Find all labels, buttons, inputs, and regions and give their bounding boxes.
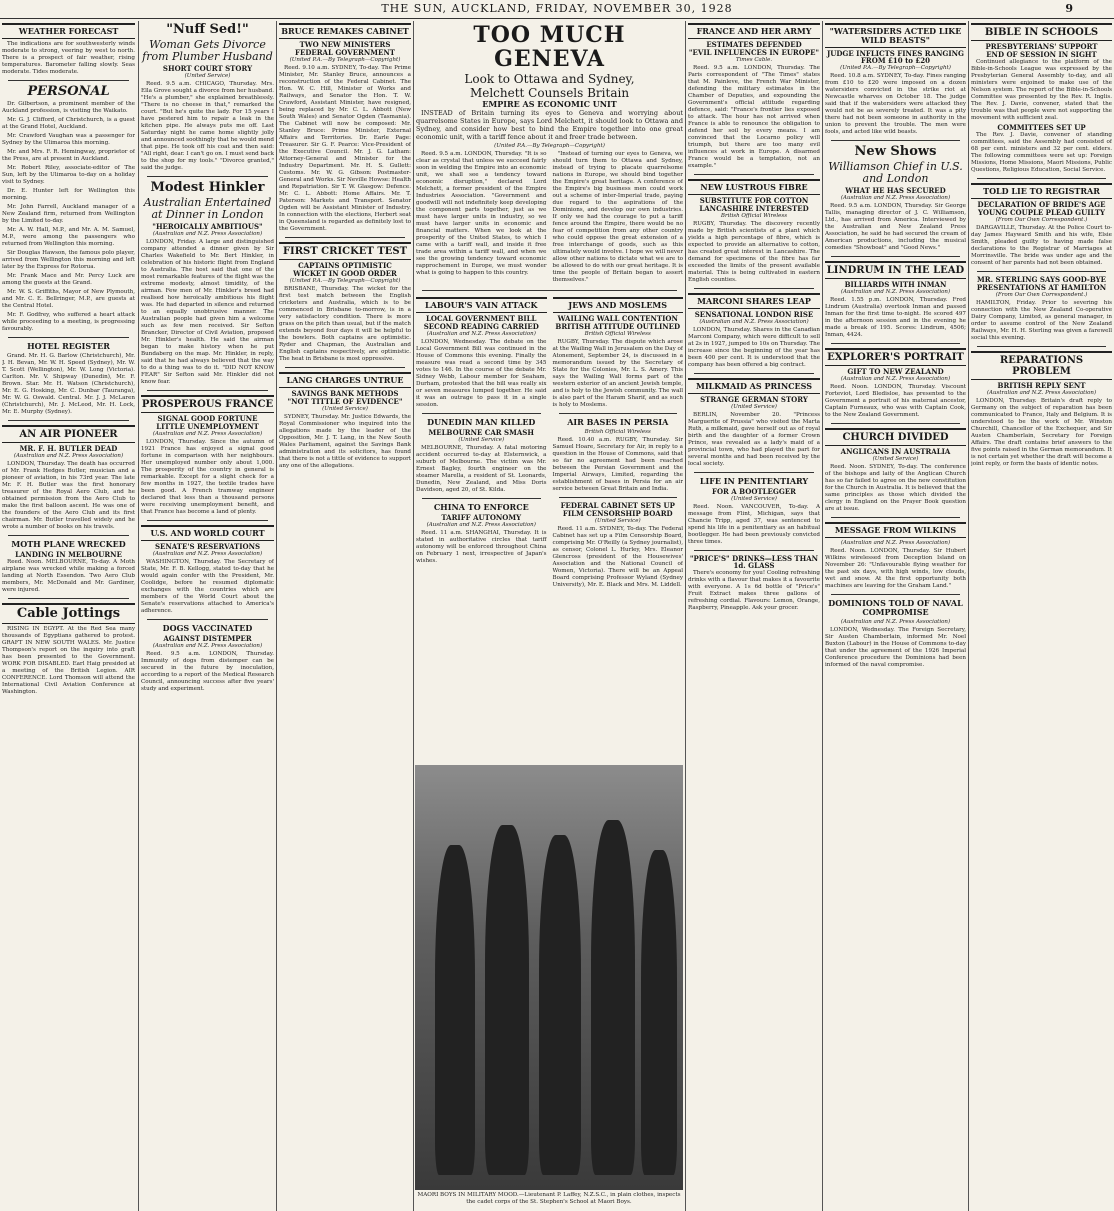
- milkmaid-credit: (United Service): [731, 404, 777, 410]
- registrar-credit: (From Our Own Correspondent.): [995, 217, 1088, 223]
- sterling-credit: (From Our Own Correspondent.): [995, 292, 1088, 298]
- dominions-headline: DOMINIONS TOLD OF NAVAL COMPROMISE: [828, 598, 963, 617]
- column-divider: [685, 21, 686, 1211]
- geneva-credit: (United P.A.—By Telegraph—Copyright): [494, 143, 605, 149]
- labour-subhead: LOCAL GOVERNMENT BILL: [426, 314, 537, 323]
- dogs-text: Reed. 9.5 a.m. LONDON, Thursday. Immunity of dogs from distemper can be secured in the future by inoculation, according to a report of the Medical Research Council, announcing success after five years' study and experiment.: [141, 651, 274, 692]
- personal-item: Mr. A. W. Hall, M.P., and Mr. A. M. Samuel, M.P., were among the passengers who returned from Wellington this morning.: [2, 227, 135, 247]
- fibre-subhead-2: LANCASHIRE INTERESTED: [699, 204, 809, 213]
- lang-subhead-2: "NOT TITTLE OF EVIDENCE": [287, 397, 403, 406]
- geneva-lead: INSTEAD of Britain turning its eyes to Geneva and worrying about quarrelsome States in Europe, says Lord Melchett, it should look to Ottawa and Sydney, and consider how best to bind the Empire together into one great economic unit, with a tariff fence about it and freer trade between.: [416, 109, 683, 141]
- plane-text: Reed. Noon. MELBOURNE, To-day. A Moth airplane was wrecked while making a forced landing at North Essendon. Two Aero Club members, Mr. McDonald and Mr. Gardiner, were injured.: [2, 559, 135, 593]
- geneva-text-1: Reed. 9.5 a.m. LONDON, Thursday. "It is so clear as crystal that unless we succeed fairly soon in welding the Empire into an economic unit, we shall see a tendency toward economic disruption," declared Lord Melchett, a former president of the Empire Industries Association. "Government and goodwill will not indefinitely keep developing the component parts together, just as we must have larger units in industry, so we must have larger units in economic and financial matters. When we look at the prosperity of the United States, to which I came with a tariff wall, and inside it free trade area within a tariff wall, and when we see the growing tendency toward economic rapprochement in Europe, we must wonder what is going to happen to this country.: [416, 151, 547, 276]
- fibre-text: RUGBY, Thursday. The discovery recently made by British scientists of a plant which yields a high percentage of fibre, which is expected to provide an alternative to cotton, has created great interest in Lancashire. The demand for specimens of the fibre has far exceeded the limits of the present available material. This is being cultivated in eastern English counties.: [688, 221, 820, 283]
- censor-credit: (United Service): [594, 518, 641, 524]
- explorer-credit: (Australian and N.Z. Press Association): [840, 376, 951, 382]
- bruce-headline: BRUCE REMAKES CABINET: [279, 23, 411, 39]
- senate-text: WASHINGTON, Thursday. The Secretary of State, Mr. F. B. Kellogg, stated to-day that he would again confer with the President, Mr. Coolidge, before he resumed diplomatic exchanges with the countries which are members of the World Court about the Senate's reservations attached to America's adherence.: [141, 559, 274, 614]
- censor-text: Reed. 11 a.m. SYDNEY, To-day. The Federal Cabinet has set up a Film Censorship Board, comprising Mr. O'Reilly (a Sydney journalist), as censor, Colonel L. Hurley, Mrs. Eleanor Glencross (president of the Housewives' Association and the National Council of Women, Victoria). There will be an Appeal Board comprising Professor Wyland (Sydney University), Mr. E. Black and Mrs. M. Liddell.: [552, 526, 683, 588]
- cricket-subhead-2: WICKET IN GOOD ORDER: [293, 269, 397, 278]
- bible-text: Continued allegiance to the platform of the Bible-in-Schools League was expressed by the Presbyterian General Assembly to-day, and all ministers were enjoined to make use of the Nelson system. The report of the Bible-in-Schools Committee was presented by the Rev. R. Inglis. The Rev. J. Davie, convener, stated that the trouble was that people were not supporting the movement with sufficient zeal.: [971, 59, 1112, 121]
- geneva-headline: TOO MUCH GENEVA: [473, 22, 626, 72]
- labour-subhead-2: SECOND READING CARRIED: [423, 322, 539, 331]
- hinkler-credit: (Australian and N.Z. Press Association): [152, 231, 263, 237]
- lower-left: [416, 295, 547, 591]
- hinkler-subhead: "HEROICALLY AMBITIOUS": [152, 222, 263, 231]
- dunedin-subhead: MELBOURNE CAR SMASH: [428, 428, 534, 437]
- jews-subhead: WAILING WALL CONTENTION: [557, 314, 678, 323]
- church-headline: CHURCH DIVIDED: [825, 428, 966, 446]
- lower-stories: [416, 295, 683, 591]
- geneva-deck-1: Look to Ottawa and Sydney,: [464, 72, 635, 86]
- france-text: LONDON, Thursday. Since the autumn of 1921 France has enjoyed a signal good fortune in comparison with her neighbours. Her unemployed number only about 1,000. The prosperity of the country in general is remarkable. Except for a slight check for a few months in 1927, the textile trades have been good. A French tramway engineer declared that less than a thousand persons were receiving unemployment benefit, and that France has become a land of plenty.: [141, 439, 274, 515]
- army-headline: FRANCE AND HER ARMY: [688, 23, 820, 39]
- france-headline: PROSPEROUS FRANCE: [141, 395, 274, 413]
- reparations-subhead: BRITISH REPLY SENT: [997, 381, 1086, 390]
- france-subhead-2: LITTLE UNEMPLOYMENT: [156, 422, 259, 431]
- army-subhead-2: "EVIL INFLUENCES IN EUROPE": [688, 48, 820, 57]
- personal-item: Dr. Gilbertson, a prominent member of the Auckland profession, is visiting the Waikato.: [2, 101, 135, 114]
- lower-right: [553, 295, 684, 591]
- senate-credit: (Australian and N.Z. Press Association): [152, 551, 263, 557]
- geneva-text-2: "Instead of turning our eyes to Geneva, we should turn them to Ottawa and Sydney, instead of trying to placate quarrelsome nations in Europe, we should bind together the Empire's great heritage. A conference of the Empire's big business men could work out a scheme of inter-Imperial trade, paying due regard to the aspirations of the Dominions, and develop our own industries. If only we had the courage to put a tariff fence around the Empire, there would be no fear of competition from any other country who could oppose the great extension of a free interchange of goods, such as this ultimately would involve. I hope we will never allow other nations to dictate what we are to be allowed to do with our great heritage. It is time the people of Britain began to assert themselves.": [552, 151, 683, 283]
- wilkins-credit: (Australian and N.Z. Press Association): [840, 540, 951, 546]
- personal-item: Mr. John Farrell, Auckland manager of a New Zealand firm, returned from Wellington by the Limited to-day.: [2, 204, 135, 224]
- bruce-subhead: TWO NEW MINISTERS: [299, 40, 391, 49]
- shows-credit: (Australian and N.Z. Press Association): [840, 195, 951, 201]
- fibre-subhead: SUBSTITUTE FOR COTTON: [699, 196, 809, 205]
- dunedin-text: MELBOURNE, Thursday. A fatal motoring accident occurred to-day at Elsternwick, a suburb of Melbourne. The victim was Mr. Ernest Bagley, fourth engineer on the steamer Marella, a resident of St. Leonards, Dunedin, New Zealand, and Miss Doris Davidson, aged 20, of St. Kilda.: [416, 445, 547, 493]
- geneva-subhead: EMPIRE AS ECONOMIC UNIT: [482, 99, 617, 109]
- photo-maori-cadets: [415, 765, 683, 1190]
- price-headline: "PRICE'S" DRINKS—LESS THAN 1d. GLASS: [689, 554, 819, 570]
- personal-item: Sir Douglas Hawson, the famous polo player, arrived from Wellington this morning and left later by the Express for Rotorua.: [2, 250, 135, 270]
- lang-text: SYDNEY, Thursday. Mr. Justice Edwards, the Royal Commissioner who inquired into the allegations made by the leader of the Opposition, Mr. J. T. Lang, in the New South Wales Parliament, against the Savings Bank administration and its solicitors, has found that there is not a tittle of evidence to support any one of the allegations.: [279, 414, 411, 469]
- china-text: Reed. 11 a.m. SHANGHAI, Thursday. It is stated in authoritative circles that tariff autonomy will be enforced throughout China on February 1 next, irrespective of Japan's wishes.: [416, 530, 547, 564]
- column-divider: [138, 21, 139, 1211]
- personal-item: Mr. Crawford Vaughan was a passenger for Sydney by the Ulimaroa this morning.: [2, 133, 135, 146]
- bruce-credit: (United P.A.—By Telegraph—Copyright): [289, 57, 401, 63]
- hinkler-text: LONDON, Friday. A large and distinguished company attended a dinner given by Sir Charles Wakefield to Mr. Bert Hinkler, in celebration of his historic flight from England to Australia. The host said that one of the most remarkable features of the flight was the extreme modesty, almost timidity, of the airman. Few men of Mr. Hinkler's breed had realised how heroically ambitious his flight was. He had departed in silence and returned to an equally unobtrusive manner. The Australian people had given him a welcome such as few men received. Sir Sefton Brancker, Director of Civil Aviation, proposed Mr. Hinkler's health. He said the airman began to make history when he put Bundaberg on the map. Mr. Hinkler, in reply, said that he had always believed that the way to do a thing was to do it. "DID NOT KNOW FEAR" Sir Sefton said Mr. Hinkler did not know fear.: [141, 239, 274, 385]
- registrar-text: DARGAVILLE, Thursday. At the Police Court to-day James Hayward Smith and his wife, Elsie Smith, pleaded guilty to having made false declarations to the Registrar of Marriages at Morrinsville. The bride was under age and the consent of her parents had not been obtained.: [971, 225, 1112, 266]
- reparations-headline: REPARATIONS PROBLEM: [971, 351, 1112, 380]
- church-subhead: ANGLICANS IN AUSTRALIA: [840, 447, 951, 456]
- france-subhead: SIGNAL GOOD FORTUNE: [157, 414, 258, 423]
- sterling-subhead: PRESENTATIONS AT HAMILTON: [976, 283, 1107, 292]
- china-credit: (Australian and N.Z. Press Association): [426, 522, 536, 528]
- dunedin-credit: (United Service): [458, 437, 505, 443]
- air-text: Reed. 10.40 a.m. RUGBY, Thursday. Sir Samuel Hoare, Secretary for Air, in reply to a question in the House of Commons, said that so far no agreement had been reached between the Persian Government and the Imperial Airways, Limited, regarding the establishment of bases in Persia for an air service between Great Britain and India.: [552, 437, 683, 492]
- nuff-deck: Woman Gets Divorce from Plumber Husband: [142, 38, 273, 63]
- personal-item: Mr. G. J. Clifford, of Christchurch, is a guest at the Grand Hotel, Auckland.: [2, 117, 135, 130]
- marconi-headline: MARCONI SHARES LEAP: [688, 293, 820, 309]
- committees-text: The Rev. J. Davie, convener of standing committees, said the Assembly had consisted of 68 per cent. ministers and 32 per cent. elders. The following committees were set up: Foreign Missions, Home Missions, Maori Missions, Public Questions, Religious Education, Social Service.: [971, 132, 1112, 173]
- personal-item: Mr. Robert Riley, associate-editor of The Sun, left by the Ulimaroa to-day on a holiday visit to Sydney.: [2, 165, 135, 185]
- column-divider: [276, 21, 277, 1211]
- column-divider: [413, 21, 414, 1211]
- life-text: Reed. Noon. VANCOUVER, To-day. A message from Flint, Michigan, says that Chancie Tripp, aged 37, was sentenced to spend his life in a penitentiary as an habitual bootlegger. He had been previously convicted three times.: [688, 504, 820, 545]
- army-credit: Times Cable.: [735, 57, 773, 63]
- milkmaid-headline: MILKMAID AS PRINCESS: [688, 378, 820, 394]
- watersiders-headline: "WATERSIDERS ACTED LIKE WILD BEASTS": [825, 23, 966, 48]
- column-divider: [968, 21, 969, 1211]
- nuff-subhead: SHORT COURT STORY: [162, 64, 253, 73]
- pioneer-headline: AN AIR PIONEER: [2, 425, 135, 443]
- bible-subhead-2: END OF SESSION IN SIGHT: [986, 50, 1097, 59]
- column-6: [825, 21, 966, 1209]
- column-4: [416, 21, 683, 761]
- dogs-credit: (Australian and N.Z. Press Association): [152, 643, 263, 649]
- air-headline: AIR BASES IN PERSIA: [567, 417, 669, 427]
- column-2: [141, 21, 274, 1209]
- fibre-credit: British Official Wireless: [720, 213, 788, 219]
- senate-headline: U.S. AND WORLD COURT: [141, 525, 274, 541]
- personal-item: Mr. Frank Mace and Mr. Percy Luck are among the guests at the Grand.: [2, 273, 135, 286]
- personal-item: Mr. and Mrs. F. R. Hemingway, proprietor of the Press, are at present in Auckland.: [2, 149, 135, 162]
- lindrum-headline: LINDRUM IN THE LEAD: [825, 261, 966, 279]
- plane-subhead: LANDING IN MELBOURNE: [15, 550, 122, 559]
- bruce-subhead-2: FEDERAL GOVERNMENT: [295, 48, 395, 57]
- geneva-deck-2: Melchett Counsels Britain: [469, 86, 630, 100]
- censor-subhead: FILM CENSORSHIP BOARD: [562, 509, 673, 518]
- photo-caption: MAORI BOYS IN MILITARY MOOD.—Lieutenant P. Laffey, N.Z.S.C., in plain clothes, inspects the cadet corps of the St. Stephen's School at Maori Boys.: [417, 1192, 681, 1205]
- shows-deck: Williamson Chief in U.S. and London: [828, 160, 963, 185]
- explorer-subhead: GIFT TO NEW ZEALAND: [847, 367, 944, 376]
- labour-headline: LABOUR'S VAIN ATTACK: [416, 297, 547, 313]
- cricket-subhead: CAPTAINS OPTIMISTIC: [298, 261, 392, 270]
- milkmaid-text: BERLIN, November 20. "Princess Marguerite of Prussia" who visited the Marta Ruth, a milkmaid, gave herself out as of royal birth and the daughter of a former Crown Prince, was revealed as a lady's maid of a provincial town, who had played the part for several months and had been received by the local society.: [688, 412, 820, 467]
- sterling-headline: MR. STERLING SAYS GOOD-BYE: [977, 275, 1106, 284]
- army-text: Reed. 9.5 a.m. LONDON, Thursday. The Paris correspondent of "The Times" states that M. Painleve, the French War Minister, defending the military estimates in the Chamber of Deputies, and expounding the Government's official attitude regarding defence, said: "France's frontier lies exposed to attack. The hour has not arrived when France is able to renounce the obligation to defend her soil by every means. I am convinced that the Locarno policy will triumph, but there are too many evil influences at work in Europe. A disarmed France would be a temptation, not an example.": [688, 65, 820, 169]
- dogs-subhead: AGAINST DISTEMPER: [163, 634, 252, 643]
- registrar-subhead-2: YOUNG COUPLE PLEAD GUILTY: [977, 208, 1106, 217]
- lindrum-text: Reed. 1.55 p.m. LONDON, Thursday. Fred Lindrum (Australia) overtook Inman and passed Inman for the first time to-night. He scored 497 in the afternoon session and in the evening he made a break of 195. Scores: Lindrum, 4506; Inman, 4424.: [825, 297, 966, 338]
- cricket-text: BRISBANE, Thursday. The wicket for the first test match between the English cricketers and Australia, which is to be commenced in Brisbane to-morrow, is in a very satisfactory condition. There is more grass on the pitch than usual, but if the match extends beyond four days it will be helpful to the bowlers. Both captains are optimistic. Ryder and Chapman, the Australian and English captains respectively, are optimistic. The heat in Brisbane is most oppressive.: [279, 286, 411, 362]
- column-7: [971, 21, 1112, 1209]
- hinkler-deck: Australian Entertained at Dinner in London: [143, 196, 272, 221]
- lang-subhead: SAVINGS BANK METHODS: [291, 389, 399, 398]
- page-number: 9: [1065, 2, 1074, 15]
- marconi-text: LONDON, Thursday. Shares in the Canadian Marconi Company, which were difficult to sell at 2s in 1927, jumped to 10s on Thursday. The increase since the beginning of the year has been 400 per cent. It is understood that the company has been offered a big contract.: [688, 327, 820, 368]
- nuff-headline: "Nuff Sed!": [166, 22, 249, 37]
- lang-headline: LANG CHARGES UNTRUE: [279, 372, 411, 388]
- registrar-subhead: DECLARATION OF BRIDE'S AGE: [977, 200, 1106, 209]
- censor-headline: FEDERAL CABINET SETS UP: [560, 501, 675, 510]
- price-text: There's economy for you! Cooling refreshing drinks with a flavour that makes it a favourite with everyone. A 1s 6d bottle of "Price's" Fruit Extract makes three gallons of refreshing cordial. Flavours: Lemon, Orange, Raspberry, Pineapple. Ask your grocer.: [688, 570, 820, 611]
- column-5: [688, 21, 820, 1209]
- cricket-headline: FIRST CRICKET TEST: [279, 242, 411, 260]
- fibre-headline: NEW LUSTROUS FIBRE: [688, 179, 820, 195]
- bruce-text: Reed. 9.10 a.m. SYDNEY, To-day. The Prime Minister, Mr. Stanley Bruce, announces a reconstruction of the Federal Cabinet. The Hon. W. C. Hill, Minister of Works and Railways, and Senator the Hon. T. W. Crawford, Assistant Minister, have resigned, being replaced by Mr. C. L. Abbott (New South Wales) and Senator Ogden (Tasmania). The Cabinet will now be composed: Mr. Stanley Bruce: Prime Minister, External Affairs and Territories. Dr. Earle Page: Treasurer. Sir G. F. Pearce: Vice-President of the Executive Council. Mr. J. G. Latham: Attorney-General and Minister for the Industry Department. Mr. H. S. Gullett: Customs. Mr. W. G. Gibson: Postmaster-General and Works. Sir Neville Howse: Health and Repatriation. Sir T. W. Glasgow: Defence. Mr. C. L. Abbott: Home Affairs. Mr. T. Paterson: Markets and Transport. Senator Ogden will be Assistant Minister of Industry. In connection with the elections, Herbert seat in Queensland is regarded as definitely lost to the Government.: [279, 65, 411, 232]
- labour-credit: (Australian and N.Z. Press Association): [426, 331, 536, 337]
- lindrum-credit: (Australian and N.Z. Press Association): [840, 289, 951, 295]
- jews-headline: JEWS AND MOSLEMS: [553, 297, 684, 313]
- masthead-rule: [0, 18, 1114, 19]
- marconi-credit: (Australian and N.Z. Press Association): [699, 319, 809, 325]
- life-headline: LIFE IN PENITENTIARY: [699, 476, 809, 486]
- bible-headline: BIBLE IN SCHOOLS: [971, 23, 1112, 41]
- jews-subhead-2: BRITISH ATTITUDE OUTLINED: [555, 322, 681, 331]
- life-credit: (United Service): [731, 496, 777, 502]
- shows-text: Reed. 9.5 a.m. LONDON, Thursday. Sir George Tallis, managing director of J. C. Williamson, Ltd., has arrived from America. Interviewed by the Australian and New Zealand Press Association, he said he had secured the cream of American productions, including the musical comedies "Showboat" and "Good News.": [825, 203, 966, 251]
- column-divider: [822, 21, 823, 1211]
- reparations-credit: (Australian and N.Z. Press Association): [986, 390, 1097, 396]
- wilkins-headline: MESSAGE FROM WILKINS: [825, 522, 966, 538]
- pioneer-text: LONDON, Thursday. The death has occurred of Mr. Frank Hedges Butler, musician and a pioneer of aviation, in his 73rd year. The late Mr. F. H. Butler was the first honorary treasurer of the Royal Aero Club, and he obtained permission from the Aero Club to make the first balloon ascent. He was one of the founders of the Aero Club and its first chairman. Mr. Butler travelled widely and he wrote a number of books on his travels.: [2, 461, 135, 530]
- nuff-credit: (United Service): [184, 73, 231, 79]
- geneva-columns: [416, 151, 683, 286]
- pioneer-credit: (Australian and N.Z. Press Association): [13, 453, 124, 459]
- labour-text: LONDON, Wednesday. The debate on the Local Government Bill was continued in the House of Commons this evening. Finally the measure was read a second time by 345 votes to 146. In the course of the debate Mr. Sidney Webb, Labour member for Seaham, Durham, protested that the bill was really six or seven measures lumped together. He said it was an outrage to pass it in a single session.: [416, 339, 547, 408]
- dominions-text: LONDON, Wednesday. The Foreign Secretary, Sir Austen Chamberlain, informed Mr. Noel Buxton (Labour) in the House of Commons to-day that under the agreement of the 1926 Imperial Conference procedure the Dominions had been informed of the naval compromise.: [825, 627, 966, 668]
- china-headline: CHINA TO ENFORCE: [433, 502, 529, 512]
- shows-headline: New Shows: [854, 144, 937, 159]
- nuff-text: Reed. 9.5 a.m. CHICAGO, Thursday. Mrs. Ella Grove sought a divorce from her husband. "He's a plumber," she explained breathlessly. "There is no cheese in that," remarked the court. "But he's quite the lady. For 15 years I have pestered him to repair a leak in the kitchen pipe. He always puts me off. Last Saturday night he came home slightly jolly and announced soothingly that he would mend that pipe. He took off his coat and then said: "All right, dear. I can't go on. I must send back to the shop for my tools." "Divorce granted," said the judge.: [141, 81, 274, 171]
- life-subhead: FOR A BOOTLEGGER: [711, 487, 796, 496]
- cable-text: RISING IN EGYPT. At the Red Sea many thousands of Egyptians gathered to protest. GRAFT IN NEW SOUTH WALES. Mr. Justice Thompson's report on the inquiry into graft has been presented to the Government. WORK FOR DISABLED. Earl Haig presided at a meeting of the British Legion. AIR CONFERENCE. Lord Thomson will attend the International Civil Aviation Conference at Washington.: [2, 626, 135, 695]
- cable-headline: Cable Jottings: [2, 603, 135, 624]
- committees-headline: COMMITTEES SET UP: [997, 123, 1086, 132]
- army-subhead: ESTIMATES DEFENDED: [706, 40, 802, 49]
- weather-text: The indications are for southwesterly winds moderate to strong, veering by west to north. There is a prospect of fair weather, rising temperatures. Barometer falling slowly. Seas moderate. Tides moderate.: [2, 41, 135, 75]
- watersiders-credit: (United P.A.—By Telegraph—Copyright): [840, 65, 951, 71]
- personal-item: Dr. E. Hunter left for Wellington this morning.: [2, 188, 135, 201]
- senate-subhead: SENATE'S RESERVATIONS: [154, 542, 261, 551]
- jews-credit: British Official Wireless: [584, 331, 651, 337]
- reparations-text: LONDON, Thursday. Britain's draft reply to Germany on the subject of reparation has been communicated to France, Italy and Belgium. It is understood to be the work of Mr. Winston Churchill, Chancellor of the Exchequer, and Sir Austen Chamberlain, Secretary for Foreign Affairs. The draft contains brief answers to the five points raised in the German memorandum. It is not certain yet whether the draft will become a joint reply, or form the basis of identic notes.: [971, 398, 1112, 467]
- france-credit: (Australian and N.Z. Press Association): [152, 431, 263, 437]
- marconi-subhead: SENSATIONAL LONDON RISE: [694, 310, 814, 319]
- column-1: [2, 21, 135, 1209]
- hotel-headline: HOTEL REGISTER: [27, 341, 110, 351]
- masthead: [0, 0, 1114, 16]
- sterling-text: HAMILTON, Friday. Prior to severing his connection with the New Zealand Co-operative Dairy Company, Limited, as general manager, in order to assume control of the New Zealand Railways, Mr. H. H. Sterling was given a farewell social this evening.: [971, 300, 1112, 341]
- watersiders-subhead: JUDGE INFLICTS FINES RANGING FROM £10 to £20: [826, 49, 965, 65]
- hinkler-headline: Modest Hinkler: [150, 180, 265, 195]
- registrar-headline: TOLD LIE TO REGISTRAR: [971, 183, 1112, 199]
- lang-credit: (United Service): [322, 406, 368, 412]
- dominions-credit: (Australian and N.Z. Press Association): [840, 619, 951, 625]
- pioneer-subhead: MR. F. H. BUTLER DEAD: [19, 444, 118, 453]
- church-credit: (United Service): [872, 456, 919, 462]
- dunedin-headline: DUNEDIN MAN KILLED: [427, 417, 536, 427]
- shows-subhead: WHAT HE HAS SECURED: [845, 186, 946, 195]
- hotel-text: Grand. Mr. H. G. Barlow (Christchurch), Mr. J. H. Bevan, Mr. W. H. Speed (Sydney), Mr. W. T. Scott (Wellington), Mr. W. Long (Victoria). Carlton. Mr. V. Shipway (Dunedin), Mr. F. Brown. Star. Mr. H. Watson (Christchurch), Mr. E. G. Hosking, Mr. C. Dunbar (Tauranga), Mr. W. G. Oswald. Central. Mr. J. J. McLaren (Christchurch), Mr. J. McLeod, Mr. H. Lock, Mr. E. Murphy (Sydney).: [2, 353, 135, 415]
- china-subhead: TARIFF AUTONOMY: [441, 513, 522, 522]
- dogs-headline: DOGS VACCINATED: [162, 623, 253, 633]
- wilkins-text: Reed. Noon. LONDON, Thursday. Sir Hubert Wilkins wirelessed from Deception Island on November 26: "Unfavourable flying weather for the past six days, with high winds, low clouds, wet and snow. At the first opportunity both machines are leaving for the Graham Land.": [825, 548, 966, 589]
- masthead-title: THE SUN, AUCKLAND, FRIDAY, NOVEMBER 30, 1928: [381, 2, 733, 15]
- explorer-text: Reed. Noon. LONDON, Thursday. Viscount Forteviot, Lord Bledisloe, has presented to the Government a portrait of his maternal ancestor, Captain Furneaux, who was with Captain Cook, to the New Zealand Government.: [825, 384, 966, 418]
- plane-headline: MOTH PLANE WRECKED: [11, 539, 126, 549]
- church-text: Reed. Noon. SYDNEY, To-day. The conference of the bishops and laity of the Anglican Church has so far failed to agree on the new constitution for the Church in Australia. It is believed that the same principles as those which divided the clergy in England on the Prayer Book question are at issue.: [825, 464, 966, 512]
- weather-headline: WEATHER FORECAST: [2, 23, 135, 39]
- lindrum-subhead: BILLIARDS WITH INMAN: [844, 280, 947, 289]
- explorer-headline: EXPLORER'S PORTRAIT: [825, 348, 966, 366]
- personal-headline: PERSONAL: [27, 84, 110, 99]
- watersiders-text: Reed. 10.8 a.m. SYDNEY, To-day. Fines ranging from £10 to £20 were imposed on a dozen watersiders convicted in the strike riot at Newcastle wharves on October 18. The judge said that if the watersiders were attacked they would not be as severely treated. It was a pity there had not been someone in authority in the union to prevent the trouble. The men were fools, and acted like wild beasts.: [825, 73, 966, 135]
- milkmaid-subhead: STRANGE GERMAN STORY: [700, 395, 808, 404]
- cricket-credit: (United P.A.—By Telegraph—Copyright): [289, 278, 401, 284]
- air-credit: British Official Wireless: [584, 429, 651, 435]
- column-3: [279, 21, 411, 1209]
- jews-text: RUGBY, Thursday. The dispute which arose at the Wailing Wall in Jerusalem on the Day of Atonement, September 24, is discussed in a memorandum issued by the Secretary of State for the Colonies, Mr. L. S. Amery. This says the Wailing Wall forms part of the western exterior of an ancient Jewish temple, and is holy to the Jewish community. The wall is also part of the Haram Sharif, and as such is holy to Moslems.: [552, 339, 683, 408]
- bible-subhead: PRESBYTERIANS' SUPPORT: [985, 42, 1098, 51]
- personal-item: Mr. W. S. Griffiths, Mayor of New Plymouth, and Mr. C. E. Bellringer, M.P., are guests at the Central Hotel.: [2, 289, 135, 309]
- personal-item: Mr. F. Godfrey, who suffered a heart attack while proceeding to a meeting, is progressing favourably.: [2, 312, 135, 332]
